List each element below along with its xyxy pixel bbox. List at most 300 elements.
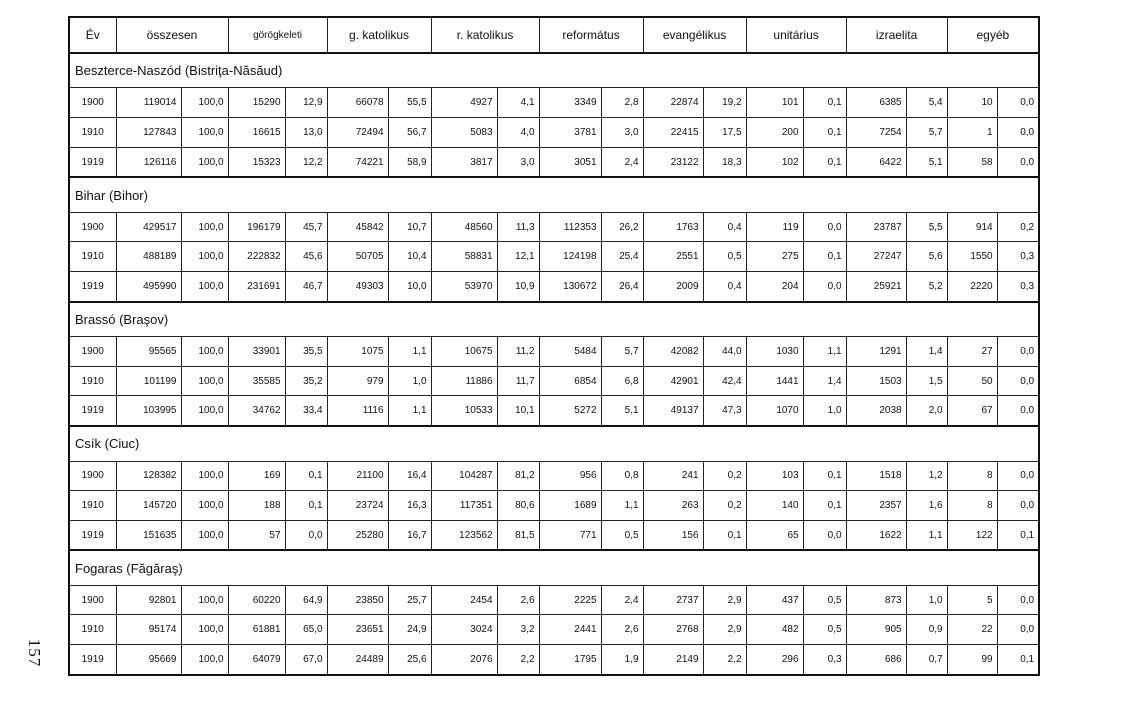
count-cell: 57 <box>228 520 285 550</box>
count-cell: 956 <box>539 461 601 491</box>
header-lutheran: evangélikus <box>643 17 746 53</box>
percent-cell: 0,1 <box>803 118 846 148</box>
count-cell: 1070 <box>746 396 803 426</box>
percent-cell: 2,9 <box>703 615 746 645</box>
percent-cell: 1,1 <box>803 337 846 367</box>
percent-cell: 3,0 <box>601 118 643 148</box>
count-cell: 50705 <box>327 242 388 272</box>
count-cell: 23850 <box>327 585 388 615</box>
percent-cell: 4,0 <box>497 118 539 148</box>
percent-cell: 1,1 <box>388 396 431 426</box>
count-cell: 5083 <box>431 118 497 148</box>
count-cell: 102 <box>746 147 803 177</box>
percent-cell: 64,9 <box>285 585 327 615</box>
percent-cell: 5,1 <box>906 147 947 177</box>
count-cell: 66078 <box>327 88 388 118</box>
census-table <box>68 16 1040 676</box>
count-cell: 1763 <box>643 212 703 242</box>
percent-cell: 2,4 <box>601 585 643 615</box>
percent-cell: 0,0 <box>997 88 1039 118</box>
section-row <box>69 177 1039 212</box>
percent-cell: 100,0 <box>181 461 228 491</box>
count-cell: 6854 <box>539 366 601 396</box>
percent-cell: 0,0 <box>997 118 1039 148</box>
percent-cell: 16,4 <box>388 461 431 491</box>
count-cell: 42082 <box>643 337 703 367</box>
table-row <box>69 212 1039 242</box>
count-cell: 482 <box>746 615 803 645</box>
percent-cell: 0,1 <box>285 461 327 491</box>
percent-cell: 0,0 <box>997 615 1039 645</box>
count-cell: 25280 <box>327 520 388 550</box>
count-cell: 3817 <box>431 147 497 177</box>
count-cell: 130672 <box>539 272 601 302</box>
percent-cell: 2,2 <box>497 645 539 675</box>
percent-cell: 100,0 <box>181 272 228 302</box>
percent-cell: 35,5 <box>285 337 327 367</box>
count-cell: 914 <box>947 212 997 242</box>
percent-cell: 1,4 <box>906 337 947 367</box>
county-name: Csík (Ciuc) <box>69 426 1039 461</box>
percent-cell: 11,3 <box>497 212 539 242</box>
count-cell: 58 <box>947 147 997 177</box>
count-cell: 21100 <box>327 461 388 491</box>
count-cell: 437 <box>746 585 803 615</box>
percent-cell: 12,2 <box>285 147 327 177</box>
percent-cell: 10,4 <box>388 242 431 272</box>
count-cell: 488189 <box>116 242 181 272</box>
count-cell: 34762 <box>228 396 285 426</box>
percent-cell: 24,9 <box>388 615 431 645</box>
percent-cell: 16,7 <box>388 520 431 550</box>
table-row <box>69 88 1039 118</box>
percent-cell: 13,0 <box>285 118 327 148</box>
percent-cell: 0,0 <box>997 366 1039 396</box>
count-cell: 60220 <box>228 585 285 615</box>
percent-cell: 46,7 <box>285 272 327 302</box>
percent-cell: 25,4 <box>601 242 643 272</box>
percent-cell: 0,1 <box>997 645 1039 675</box>
count-cell: 1 <box>947 118 997 148</box>
percent-cell: 0,3 <box>803 645 846 675</box>
percent-cell: 2,6 <box>497 585 539 615</box>
count-cell: 95669 <box>116 645 181 675</box>
count-cell: 35585 <box>228 366 285 396</box>
percent-cell: 0,5 <box>803 615 846 645</box>
percent-cell: 1,6 <box>906 491 947 521</box>
percent-cell: 100,0 <box>181 520 228 550</box>
percent-cell: 100,0 <box>181 615 228 645</box>
percent-cell: 0,5 <box>703 242 746 272</box>
count-cell: 126116 <box>116 147 181 177</box>
count-cell: 4927 <box>431 88 497 118</box>
count-cell: 241 <box>643 461 703 491</box>
count-cell: 124198 <box>539 242 601 272</box>
table-row <box>69 272 1039 302</box>
year-cell: 1910 <box>69 118 116 148</box>
count-cell: 45842 <box>327 212 388 242</box>
percent-cell: 0,0 <box>803 272 846 302</box>
table-row <box>69 585 1039 615</box>
header-total: összesen <box>116 17 228 53</box>
percent-cell: 12,1 <box>497 242 539 272</box>
percent-cell: 1,9 <box>601 645 643 675</box>
count-cell: 1503 <box>846 366 906 396</box>
count-cell: 296 <box>746 645 803 675</box>
header-row <box>69 17 1039 53</box>
count-cell: 1518 <box>846 461 906 491</box>
year-cell: 1910 <box>69 615 116 645</box>
count-cell: 3051 <box>539 147 601 177</box>
table-row <box>69 615 1039 645</box>
table-row <box>69 366 1039 396</box>
percent-cell: 0,1 <box>803 88 846 118</box>
count-cell: 2551 <box>643 242 703 272</box>
percent-cell: 5,5 <box>906 212 947 242</box>
percent-cell: 1,2 <box>906 461 947 491</box>
percent-cell: 81,2 <box>497 461 539 491</box>
percent-cell: 5,2 <box>906 272 947 302</box>
year-cell: 1910 <box>69 491 116 521</box>
count-cell: 231691 <box>228 272 285 302</box>
percent-cell: 58,9 <box>388 147 431 177</box>
percent-cell: 100,0 <box>181 242 228 272</box>
count-cell: 112353 <box>539 212 601 242</box>
count-cell: 49303 <box>327 272 388 302</box>
percent-cell: 4,1 <box>497 88 539 118</box>
table-row <box>69 645 1039 675</box>
percent-cell: 0,0 <box>285 520 327 550</box>
count-cell: 33901 <box>228 337 285 367</box>
percent-cell: 3,2 <box>497 615 539 645</box>
count-cell: 61881 <box>228 615 285 645</box>
percent-cell: 0,1 <box>285 491 327 521</box>
count-cell: 3781 <box>539 118 601 148</box>
count-cell: 204 <box>746 272 803 302</box>
percent-cell: 100,0 <box>181 88 228 118</box>
percent-cell: 2,2 <box>703 645 746 675</box>
table-row <box>69 396 1039 426</box>
count-cell: 2737 <box>643 585 703 615</box>
count-cell: 22 <box>947 615 997 645</box>
count-cell: 119 <box>746 212 803 242</box>
table-body <box>69 53 1039 675</box>
percent-cell: 2,0 <box>906 396 947 426</box>
percent-cell: 45,7 <box>285 212 327 242</box>
percent-cell: 11,2 <box>497 337 539 367</box>
count-cell: 5484 <box>539 337 601 367</box>
count-cell: 64079 <box>228 645 285 675</box>
count-cell: 23724 <box>327 491 388 521</box>
year-cell: 1919 <box>69 396 116 426</box>
percent-cell: 42,4 <box>703 366 746 396</box>
percent-cell: 56,7 <box>388 118 431 148</box>
count-cell: 263 <box>643 491 703 521</box>
percent-cell: 0,1 <box>703 520 746 550</box>
year-cell: 1919 <box>69 520 116 550</box>
table-row <box>69 118 1039 148</box>
count-cell: 2454 <box>431 585 497 615</box>
table-row <box>69 242 1039 272</box>
percent-cell: 1,1 <box>388 337 431 367</box>
percent-cell: 0,0 <box>997 147 1039 177</box>
percent-cell: 44,0 <box>703 337 746 367</box>
page-number: 157 <box>25 638 44 668</box>
header-other: egyéb <box>947 17 1039 53</box>
percent-cell: 0,7 <box>906 645 947 675</box>
count-cell: 275 <box>746 242 803 272</box>
header-orthodox: görögkeleti <box>228 17 327 53</box>
count-cell: 74221 <box>327 147 388 177</box>
percent-cell: 0,9 <box>906 615 947 645</box>
count-cell: 771 <box>539 520 601 550</box>
section-row <box>69 550 1039 585</box>
percent-cell: 0,0 <box>997 585 1039 615</box>
percent-cell: 2,6 <box>601 615 643 645</box>
count-cell: 122 <box>947 520 997 550</box>
percent-cell: 67,0 <box>285 645 327 675</box>
county-name: Fogaras (Făgăraş) <box>69 550 1039 585</box>
count-cell: 123562 <box>431 520 497 550</box>
count-cell: 65 <box>746 520 803 550</box>
county-name: Beszterce-Naszód (Bistriţa-Năsăud) <box>69 53 1039 88</box>
percent-cell: 100,0 <box>181 147 228 177</box>
percent-cell: 55,5 <box>388 88 431 118</box>
year-cell: 1910 <box>69 366 116 396</box>
percent-cell: 0,8 <box>601 461 643 491</box>
section-row <box>69 53 1039 88</box>
percent-cell: 0,0 <box>997 491 1039 521</box>
count-cell: 1116 <box>327 396 388 426</box>
percent-cell: 0,5 <box>601 520 643 550</box>
year-cell: 1919 <box>69 645 116 675</box>
percent-cell: 0,0 <box>803 212 846 242</box>
count-cell: 2038 <box>846 396 906 426</box>
percent-cell: 0,2 <box>703 491 746 521</box>
count-cell: 2076 <box>431 645 497 675</box>
percent-cell: 0,0 <box>803 520 846 550</box>
percent-cell: 0,0 <box>997 337 1039 367</box>
percent-cell: 80,6 <box>497 491 539 521</box>
count-cell: 151635 <box>116 520 181 550</box>
count-cell: 95174 <box>116 615 181 645</box>
percent-cell: 11,7 <box>497 366 539 396</box>
percent-cell: 3,0 <box>497 147 539 177</box>
count-cell: 11886 <box>431 366 497 396</box>
percent-cell: 35,2 <box>285 366 327 396</box>
percent-cell: 10,1 <box>497 396 539 426</box>
count-cell: 16615 <box>228 118 285 148</box>
count-cell: 2009 <box>643 272 703 302</box>
percent-cell: 6,8 <box>601 366 643 396</box>
percent-cell: 0,2 <box>703 461 746 491</box>
percent-cell: 26,4 <box>601 272 643 302</box>
count-cell: 103 <box>746 461 803 491</box>
percent-cell: 45,6 <box>285 242 327 272</box>
percent-cell: 65,0 <box>285 615 327 645</box>
percent-cell: 100,0 <box>181 491 228 521</box>
count-cell: 2225 <box>539 585 601 615</box>
count-cell: 145720 <box>116 491 181 521</box>
percent-cell: 0,1 <box>997 520 1039 550</box>
count-cell: 873 <box>846 585 906 615</box>
year-cell: 1900 <box>69 585 116 615</box>
count-cell: 58831 <box>431 242 497 272</box>
percent-cell: 0,0 <box>997 461 1039 491</box>
year-cell: 1900 <box>69 461 116 491</box>
count-cell: 6422 <box>846 147 906 177</box>
count-cell: 7254 <box>846 118 906 148</box>
percent-cell: 0,3 <box>997 272 1039 302</box>
header-unitarian: unitárius <box>746 17 846 53</box>
count-cell: 686 <box>846 645 906 675</box>
count-cell: 22874 <box>643 88 703 118</box>
count-cell: 1689 <box>539 491 601 521</box>
count-cell: 99 <box>947 645 997 675</box>
count-cell: 2768 <box>643 615 703 645</box>
percent-cell: 5,1 <box>601 396 643 426</box>
percent-cell: 0,1 <box>803 242 846 272</box>
percent-cell: 1,1 <box>906 520 947 550</box>
percent-cell: 1,0 <box>906 585 947 615</box>
count-cell: 10675 <box>431 337 497 367</box>
count-cell: 140 <box>746 491 803 521</box>
percent-cell: 100,0 <box>181 118 228 148</box>
count-cell: 27247 <box>846 242 906 272</box>
count-cell: 101 <box>746 88 803 118</box>
header-reformed: református <box>539 17 643 53</box>
count-cell: 23787 <box>846 212 906 242</box>
percent-cell: 100,0 <box>181 366 228 396</box>
count-cell: 495990 <box>116 272 181 302</box>
count-cell: 67 <box>947 396 997 426</box>
count-cell: 3024 <box>431 615 497 645</box>
county-name: Bihar (Bihor) <box>69 177 1039 212</box>
year-cell: 1900 <box>69 337 116 367</box>
header-year: Év <box>69 17 116 53</box>
count-cell: 53970 <box>431 272 497 302</box>
count-cell: 1291 <box>846 337 906 367</box>
table-row <box>69 147 1039 177</box>
count-cell: 95565 <box>116 337 181 367</box>
count-cell: 127843 <box>116 118 181 148</box>
year-cell: 1910 <box>69 242 116 272</box>
count-cell: 5 <box>947 585 997 615</box>
percent-cell: 100,0 <box>181 337 228 367</box>
count-cell: 1030 <box>746 337 803 367</box>
count-cell: 15290 <box>228 88 285 118</box>
percent-cell: 25,7 <box>388 585 431 615</box>
percent-cell: 1,5 <box>906 366 947 396</box>
percent-cell: 100,0 <box>181 212 228 242</box>
percent-cell: 0,4 <box>703 212 746 242</box>
percent-cell: 0,0 <box>997 396 1039 426</box>
count-cell: 22415 <box>643 118 703 148</box>
header-roman-catholic: r. katolikus <box>431 17 539 53</box>
count-cell: 2357 <box>846 491 906 521</box>
count-cell: 222832 <box>228 242 285 272</box>
header-greek-catholic: g. katolikus <box>327 17 431 53</box>
count-cell: 119014 <box>116 88 181 118</box>
percent-cell: 10,9 <box>497 272 539 302</box>
count-cell: 48560 <box>431 212 497 242</box>
percent-cell: 19,2 <box>703 88 746 118</box>
percent-cell: 26,2 <box>601 212 643 242</box>
year-cell: 1919 <box>69 272 116 302</box>
percent-cell: 1,4 <box>803 366 846 396</box>
percent-cell: 33,4 <box>285 396 327 426</box>
percent-cell: 25,6 <box>388 645 431 675</box>
count-cell: 128382 <box>116 461 181 491</box>
count-cell: 117351 <box>431 491 497 521</box>
percent-cell: 100,0 <box>181 585 228 615</box>
count-cell: 196179 <box>228 212 285 242</box>
count-cell: 200 <box>746 118 803 148</box>
percent-cell: 0,3 <box>997 242 1039 272</box>
percent-cell: 1,0 <box>388 366 431 396</box>
percent-cell: 0,5 <box>803 585 846 615</box>
count-cell: 50 <box>947 366 997 396</box>
percent-cell: 16,3 <box>388 491 431 521</box>
percent-cell: 0,1 <box>803 491 846 521</box>
table-row <box>69 520 1039 550</box>
percent-cell: 5,4 <box>906 88 947 118</box>
table-row <box>69 491 1039 521</box>
percent-cell: 10,7 <box>388 212 431 242</box>
table-row <box>69 337 1039 367</box>
percent-cell: 47,3 <box>703 396 746 426</box>
count-cell: 1550 <box>947 242 997 272</box>
percent-cell: 0,4 <box>703 272 746 302</box>
count-cell: 15323 <box>228 147 285 177</box>
count-cell: 2441 <box>539 615 601 645</box>
count-cell: 169 <box>228 461 285 491</box>
count-cell: 2149 <box>643 645 703 675</box>
county-name: Brassó (Braşov) <box>69 302 1039 337</box>
count-cell: 23122 <box>643 147 703 177</box>
count-cell: 156 <box>643 520 703 550</box>
count-cell: 23651 <box>327 615 388 645</box>
table-row <box>69 461 1039 491</box>
count-cell: 1795 <box>539 645 601 675</box>
percent-cell: 1,1 <box>601 491 643 521</box>
count-cell: 3349 <box>539 88 601 118</box>
count-cell: 1075 <box>327 337 388 367</box>
count-cell: 104287 <box>431 461 497 491</box>
percent-cell: 12,9 <box>285 88 327 118</box>
percent-cell: 5,7 <box>601 337 643 367</box>
percent-cell: 10,0 <box>388 272 431 302</box>
count-cell: 6385 <box>846 88 906 118</box>
count-cell: 103995 <box>116 396 181 426</box>
count-cell: 92801 <box>116 585 181 615</box>
year-cell: 1900 <box>69 212 116 242</box>
count-cell: 25921 <box>846 272 906 302</box>
count-cell: 1622 <box>846 520 906 550</box>
year-cell: 1900 <box>69 88 116 118</box>
count-cell: 10533 <box>431 396 497 426</box>
count-cell: 8 <box>947 491 997 521</box>
count-cell: 8 <box>947 461 997 491</box>
count-cell: 27 <box>947 337 997 367</box>
count-cell: 24489 <box>327 645 388 675</box>
percent-cell: 0,2 <box>997 212 1039 242</box>
header-jewish: izraelita <box>846 17 947 53</box>
count-cell: 188 <box>228 491 285 521</box>
count-cell: 49137 <box>643 396 703 426</box>
percent-cell: 1,0 <box>803 396 846 426</box>
count-cell: 42901 <box>643 366 703 396</box>
